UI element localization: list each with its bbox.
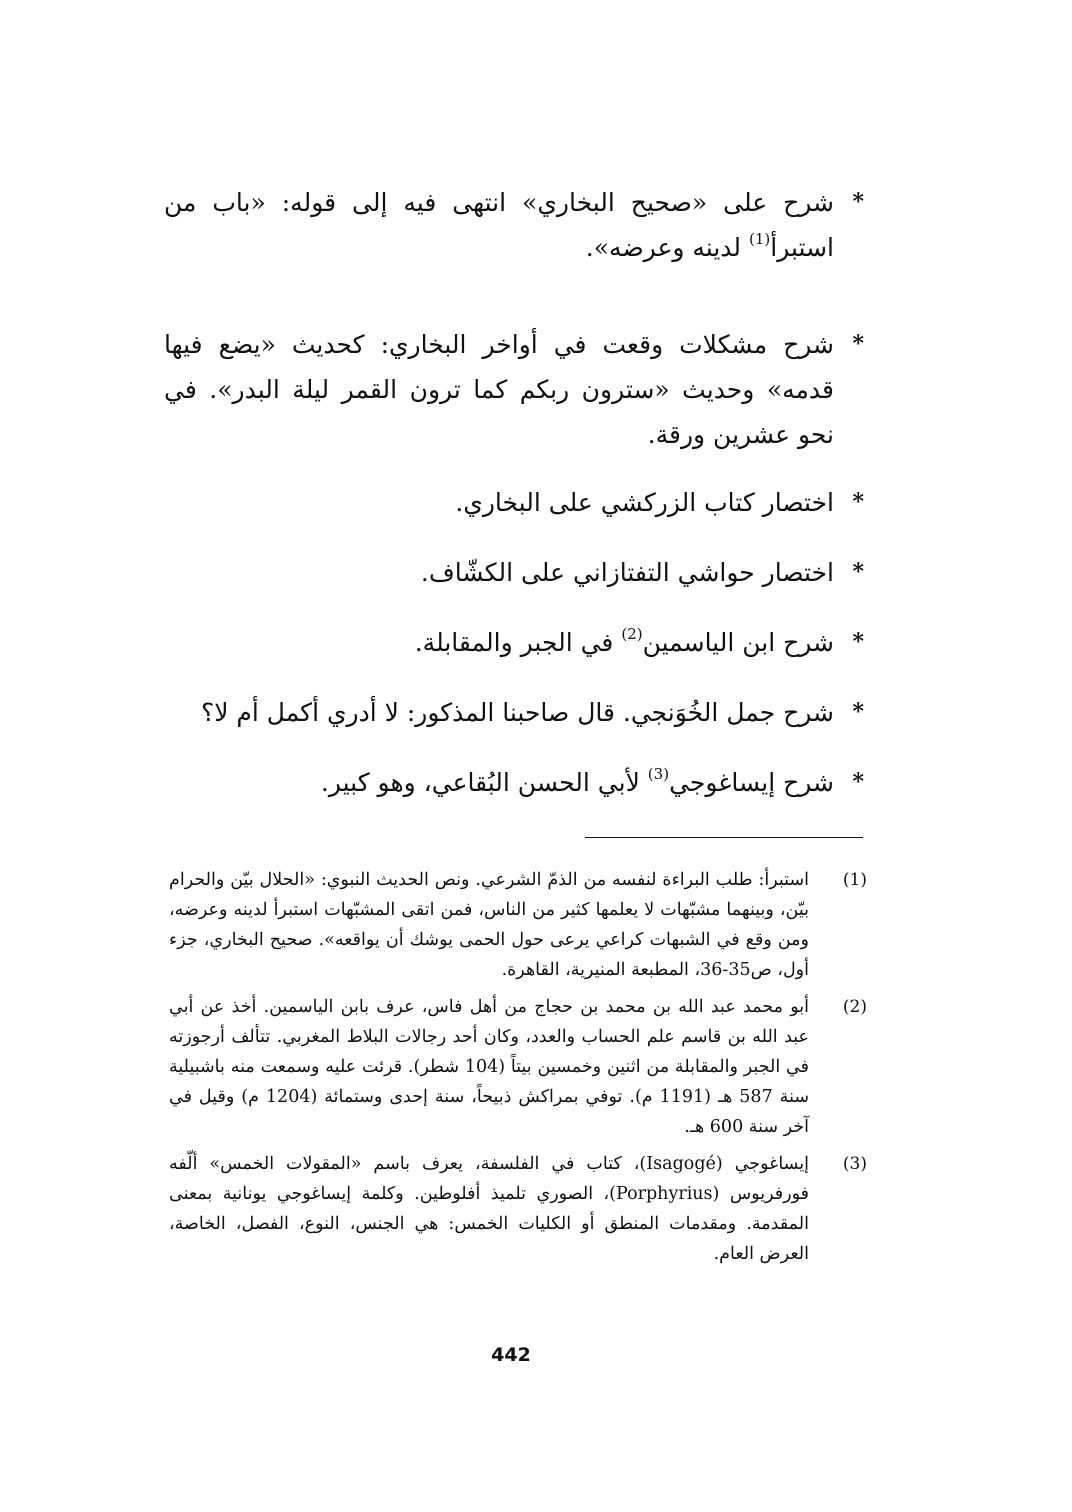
bullet-icon: * [852,489,864,515]
entry-text: شرح جمل الخُوَنجي. قال صاحبنا المذكور: لا أدري أكمل أم لا؟ [200,698,834,727]
list-item [164,550,864,595]
list-item [164,690,864,735]
footnote-ref[interactable]: (3) [647,765,670,783]
bullet-icon: * [852,331,864,357]
list-item [164,322,864,457]
footnote-separator [585,837,863,838]
list-item [164,620,864,665]
footnote-ref[interactable]: (1) [749,230,771,248]
list-item [164,180,864,270]
list-item [164,760,864,805]
footnote-text: إيساغوجي (Isagogé)، كتاب في الفلسفة، يعرف باسم «المقولات الخمس» ألّفه فورفريوس (Porphyrius)، الصوري تلميذ أفلوطين. وكلمة إيساغوجي يونانية بمعنى المقدمة. ومقدمات المنطق أو الكليات الخمس: هي الجنس، النوع، الفصل، الخاصة، العرض العام. [169,1154,809,1264]
entry-text: شرح إيساغوجي [669,768,834,797]
footnote-ref[interactable]: (2) [621,625,643,643]
entry-text: اختصار حواشي التفتازاني على الكشّاف. [420,558,834,587]
entry-text: لأبي الحسن البُقاعي، وهو كبير. [320,768,648,797]
bullet-icon: * [852,769,864,795]
footnote [169,992,867,1142]
footnote-text: استبرأ: طلب البراءة لنفسه من الذمّ الشرعي. ونص الحديث النبوي: «الحلال بيّن والحرام بيّن، وبينهما مشبّهات لا يعلمها كثير من الناس، فمن اتقى المشبّهات استبرأ لدينه وعرضه، ومن وقع في الشبهات كراعي يرعى حول الحمى يوشك أن يواقعه». صحيح البخاري، جزء أول، ص35-36، المطبعة المنيرية، القاهرة. [169,870,809,980]
footnote-text: أبو محمد عبد الله بن محمد بن حجاج من أهل فاس، عرف بابن الياسمين. أخذ عن أبي عبد الله بن قاسم علم الحساب والعدد، وكان أحد رجالات البلاط المغربي. تتألف أرجوزته في الجبر والمقابلة من اثنين وخمسين بيتاً (104 شطر). قرئت عليه وسمعت منه باشبيلية سنة 587 هـ (1191 م). توفي بمراكش ذبيحاً، سنة إحدى وستمائة (1204 م) وقيل في آخر سنة 600 هـ. [169,997,810,1137]
footnote [169,1149,867,1269]
entry-text: لدينه وعرضه». [585,233,749,262]
page-number: 442 [491,1344,531,1366]
entry-text: شرح ابن الياسمين [642,628,834,657]
footnotes [169,865,867,1276]
footnote-number: (1) [842,870,867,890]
book-list [164,180,864,805]
bullet-icon: * [852,559,864,585]
list-item [164,480,864,525]
footnote [169,865,867,985]
entry-text: اختصار كتاب الزركشي على البخاري. [455,488,834,517]
entry-text: في الجبر والمقابلة. [414,628,622,657]
bullet-icon: * [852,189,864,215]
bullet-icon: * [852,699,864,725]
footnote-number: (3) [842,1154,867,1174]
entry-text: شرح على «صحيح البخاري» انتهى فيه إلى قوله: «باب من استبرأ [164,188,834,262]
bullet-icon: * [852,629,864,655]
entry-text: شرح مشكلات وقعت في أواخر البخاري: كحديث «يضع فيها قدمه» وحديث «سترون ربكم كما ترون القمر ليلة البدر». في نحو عشرين ورقة. [164,330,834,449]
footnote-number: (2) [842,997,867,1017]
